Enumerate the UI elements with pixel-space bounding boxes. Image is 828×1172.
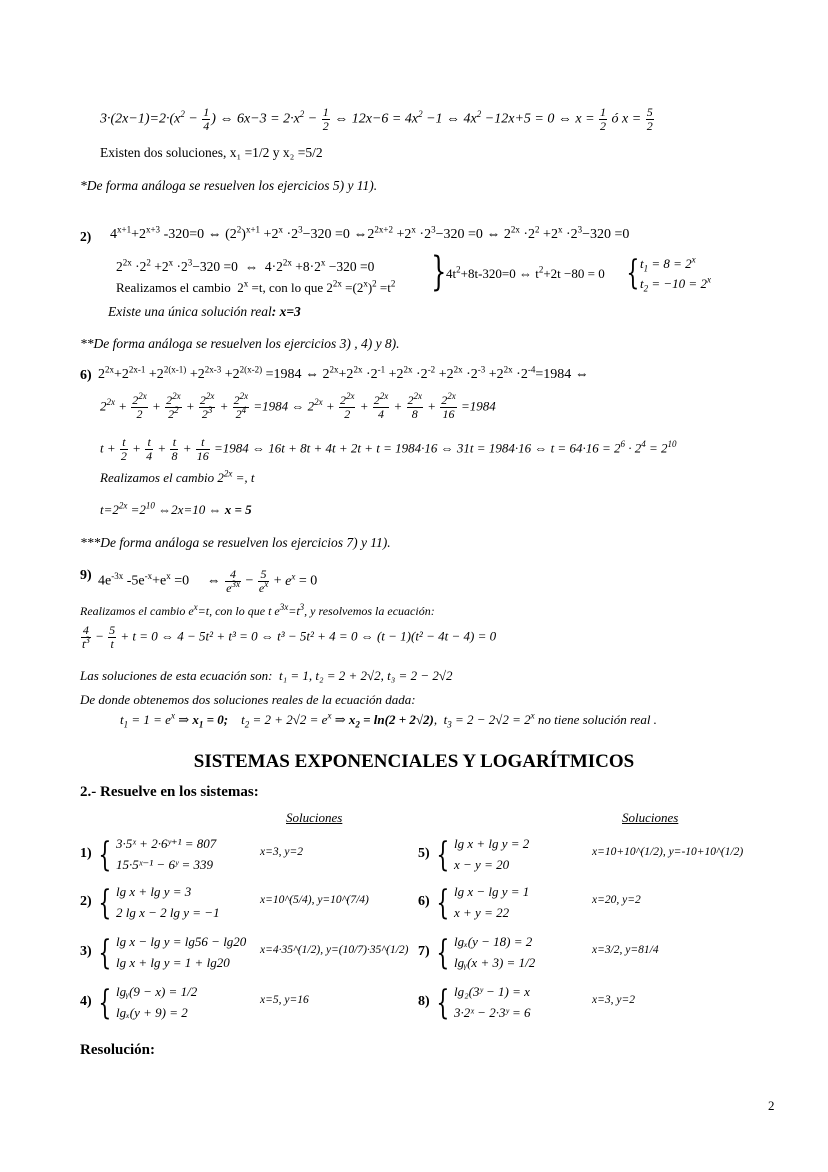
system-brace: { xyxy=(436,835,450,875)
solutions-header-left: Soluciones xyxy=(286,810,343,825)
ex9-change: Realizamos el cambio $e^x=t$, con lo que t $e^{3x}=t^3$, y resolvemos la ecuación: xyxy=(80,602,435,618)
ex2-label: 2) xyxy=(80,229,92,244)
ex2-line1: $4^{x+1}+2^{x+3}$ -320=0 ⇔ $(2^2)^{x+1} +2^x \cdot 2^3-320 =0$ $\Leftrightarrow 2^{2x+2} +2^x \cdot 2^3-320 =0$ ⇔ $2^{2x} \cdot 2^2 +2^x \cdot 2^3-320 =0$ xyxy=(110,224,630,242)
ex9-final: $t_1 = 1 = e^x$ ⇒ $x_1 = 0$; $t_2 = 2 + 2√2 = e^x$ ⇒ $x_2 = \ln(2 + 2√2)$, $t_3 = 2 - 2√2 = 2^x$ no tiene solución real . xyxy=(120,710,657,730)
ex2-result: $4t^2+8t-320=0$ ⇔ $t^2+2t -80 = 0$ xyxy=(446,264,605,281)
ex2-brace-sol: { xyxy=(626,253,640,293)
page-number: 2 xyxy=(768,1098,775,1113)
system-number: 6) xyxy=(418,894,430,909)
system-solution: x=10+10^(1/2), y=-10+10^(1/2) xyxy=(592,846,744,858)
ex9-label: 9) xyxy=(80,568,92,583)
ex1-equation: $3\cdot(2x-1)=2\cdot(x^2$ − $\frac{1}{4}$ ) ⇔ $6x-3 = 2\cdot x^2$ − $\frac{1}{2}$ ⇔ $12x-6 = 4x^2 -1$ ⇔ $4x^2 -12x+5 = 0$ ⇔ x = $\frac{1}{2}$ ó x = $\frac{5}{2}$ xyxy=(100,105,653,133)
system-equation-1: lgᵧ(9 − x) = 1/2 xyxy=(116,984,198,999)
ex6-line1: $2^{2x}+2^{2x-1} +2^{2(x-1)} +2^{2x-3} +2^{2(x-2)} =1984$ ⇔ $2^{2x}+2^{2x} \cdot 2^{-1} +2^{2x} \cdot 2^{-2} +2^{2x} \cdot 2^{-3} +2^{2x} \cdot 2^{-4}=1984$ ⇔ xyxy=(98,364,589,382)
ex9-derive: De donde obtenemos dos soluciones reales de la ecuación dada: xyxy=(80,692,416,707)
system-number: 2) xyxy=(80,894,92,909)
ex9-line2: $\frac{4}{t^3}$ − $\frac{5}{t}$ + t = 0 ⇔ 4 − 5t² + t³ = 0 ⇔ t³ − 5t² + 4 = 0 ⇔ (t − 1)(t² − 4t − 4) = 0 xyxy=(82,623,497,651)
system-equation-2: lgᵧ(x + 3) = 1/2 xyxy=(454,955,536,970)
system-brace: { xyxy=(98,883,112,923)
ex2-t1: $t_1 = 8 = 2^x$ xyxy=(640,254,696,274)
system-solution: x=4·35^(1/2), y=(10/7)·35^(1/2) xyxy=(260,944,409,956)
system-solution: x=3, y=2 xyxy=(592,994,635,1006)
system-number: 7) xyxy=(418,944,430,959)
ex6-line3: t + $\frac{t}{2}$ + $\frac{t}{4}$ + $\frac{t}{8}$ + $\frac{t}{16}$ =1984 ⇔ 16t + 8t + 4t + 2t + t = 1984·16 ⇔ 31t = 1984·16 ⇔ $t = 64\cdot 16 = 2^6 \cdot 2^4 = 2^{10}$ xyxy=(100,435,677,463)
system-equation-1: lg x + lg y = 3 xyxy=(116,884,192,899)
system-equation-1: 3·5ˣ + 2·6ʸ⁺¹ = 807 xyxy=(116,836,217,851)
system-equation-1: lg x − lg y = lg56 − lg20 xyxy=(116,934,247,949)
section-title: SISTEMAS EXPONENCIALES Y LOGARÍTMICOS xyxy=(193,751,635,772)
ex6-line2: $2^{2x}$ + $\frac{2^{2x}}{2}$ + $\frac{2^{2x}}{2^2}$ + $\frac{2^{2x}}{2^3}$ + $\frac{2^{2x}}{2^4}$ =1984 ⇔ $2^{2x}$ + $\frac{2^{2x}}{2}$ + $\frac{2^{2x}}{4}$ + $\frac{2^{2x}}{8}$ + $\frac{2^{2x}}{16}$ =1984 xyxy=(100,391,496,421)
system-solution: x=3, y=2 xyxy=(260,846,303,858)
system-brace: { xyxy=(436,883,450,923)
subtitle: 2.- Resuelve en los sistemas: xyxy=(80,784,259,800)
ex6-final: $t=2^{2x} =2^{10}$ ⇔2x=10 ⇔ x = 5 xyxy=(100,500,252,517)
ex2-line3: Realizamos el cambio $2^x =t$, con lo que $2^{2x} =(2^x)^2 =t^2$ xyxy=(116,278,396,295)
system-equation-2: x − y = 20 xyxy=(454,857,510,872)
system-brace: { xyxy=(98,835,112,875)
system-equation-2: lg x + lg y = 1 + lg20 xyxy=(116,955,230,970)
system-equation-2: lgₓ(y + 9) = 2 xyxy=(116,1005,188,1020)
system-equation-1: lgₓ(y − 18) = 2 xyxy=(454,934,533,949)
system-brace: { xyxy=(436,933,450,973)
ex2-line2: $2^{2x} \cdot 2^2 +2^x \cdot 2^3-320 =0$ ⇔ $4\cdot 2^{2x} +8\cdot 2^x -320 =0$ xyxy=(116,257,375,274)
system-number: 4) xyxy=(80,994,92,1009)
system-equation-2: 15·5ˣ⁻¹ − 6ʸ = 339 xyxy=(116,857,214,872)
system-number: 3) xyxy=(80,944,92,959)
ex2-conclusion: Existe una única solución real: x=3 xyxy=(108,304,301,319)
system-solution: x=10^(5/4), y=10^(7/4) xyxy=(260,894,369,906)
system-brace: { xyxy=(98,933,112,973)
system-equation-1: lg₂(3ʸ − 1) = x xyxy=(454,984,530,999)
resolucion-heading: Resolución: xyxy=(80,1042,155,1058)
ex6-label: 6) xyxy=(80,368,92,383)
system-equation-2: 3·2ˣ − 2·3ʸ = 6 xyxy=(454,1005,531,1020)
system-solution: x=20, y=2 xyxy=(592,894,641,906)
ex2-note: **De forma análoga se resuelven los ejercicios 3) , 4) y 8). xyxy=(80,336,400,351)
solutions-header-right: Soluciones xyxy=(622,810,679,825)
system-equation-1: lg x + lg y = 2 xyxy=(454,836,530,851)
ex1-solutions: Existen dos soluciones, x₁ =1/2 y x₂ =5/2 xyxy=(100,145,323,160)
ex6-note: ***De forma análoga se resuelven los ejercicios 7) y 11). xyxy=(80,535,391,550)
ex2-t2: $t_2 = -10 = 2^x$ xyxy=(640,274,711,294)
ex1-note: *De forma análoga se resuelven los ejercicios 5) y 11). xyxy=(80,178,378,193)
system-equation-2: 2 lg x − 2 lg y = −1 xyxy=(116,905,220,920)
system-brace: { xyxy=(98,983,112,1023)
system-brace: { xyxy=(436,983,450,1023)
system-equation-2: x + y = 22 xyxy=(454,905,510,920)
system-number: 8) xyxy=(418,994,430,1009)
system-number: 5) xyxy=(418,846,430,861)
ex6-change: Realizamos el cambio $2^{2x}$ =, t xyxy=(100,468,255,485)
ex2-brace: } xyxy=(431,249,447,295)
system-equation-1: lg x − lg y = 1 xyxy=(454,884,530,899)
system-number: 1) xyxy=(80,846,92,861)
ex9-sols: Las soluciones de esta ecuación son: t₁ = 1, t₂ = 2 + 2√2, t₃ = 2 − 2√2 xyxy=(80,668,453,683)
system-solution: x=5, y=16 xyxy=(260,994,309,1006)
system-solution: x=3/2, y=81/4 xyxy=(592,944,659,956)
ex9-line1: $4e^{-3x}$ $-5e^{-x}+e^x =0$ ⇔ $\frac{4}{e^{3x}}$ − $\frac{5}{e^x}$ + $e^x = 0$ xyxy=(98,567,318,595)
